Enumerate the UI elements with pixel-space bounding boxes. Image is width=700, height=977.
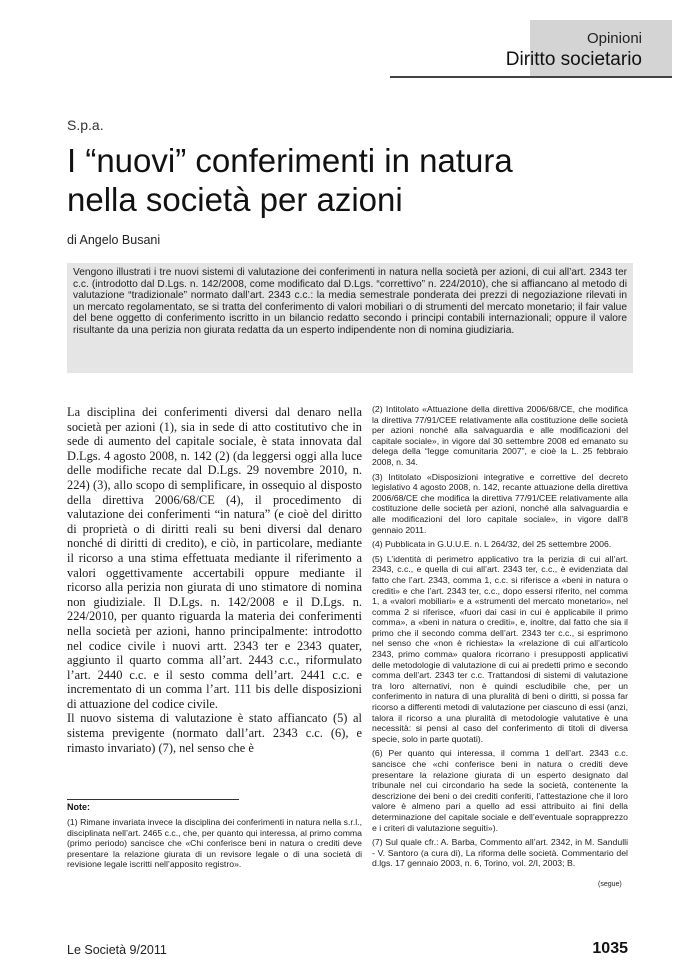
abstract-box — [67, 263, 633, 373]
footnote-5: (5) L’identità di perimetro applicativo tra la perizia di cui all’art. 2343, c.c., e quella di cui all’art. 2343 ter, c.c., è evidenziata dal fatto che l’art. 2343, comma 1, c.c. si riferisce a «beni in natura o crediti» e che l’art. 2343 ter, c.c., dopo essersi riferito, nel comma 1, a «valori mobiliari» e a «strumenti del mercato monetario», nel comma 2 si riferisce, «fuori dai casi in cui è applicabile il primo comma», a «beni in natura o crediti», e, inoltre, dal fatto che sia il primo che il secondo comma dell’art. 2343 ter c.c., si esprimono nel senso che «non è richiesta» la «relazione di cui all’articolo 2343, primo comma» qualora ricorrano i presupposti applicativi delle metodologie di valutazione di cui ai predetti primo e secondo comma dell’art. 2343 ter c.c. Trattandosi di sistemi di valutazione tra loro alternativi, non è quindi escludibile che, per un conferimento in natura di una pluralità di beni o diritti, si possa far ricorso a differenti metodi di valutazione per ciascuno di essi (anzi, talora il ricorso a una pluralità di metodologie valutative è una necessità: si pensi al caso del conferimento di titoli di diversa specie, solo in parte quotati). — [372, 553, 628, 744]
body-paragraph-2: Il nuovo sistema di valutazione è stato affiancato (5) al sistema previgente (normato dall’art. 2343 c.c. (6), e rimasto invariato) (7), nel senso che è — [67, 711, 362, 755]
section-label: Opinioni — [586, 30, 642, 47]
subsection-label: Diritto societario — [505, 49, 642, 70]
abstract-text: Vengono illustrati i tre nuovi sistemi di valutazione dei conferimenti in natura nella società per azioni, di cui all’art. 2343 ter c.c. (introdotto dal D.Lgs. n. 142/2008, come modificato dal D.Lgs. “correttivo” n. 224/2010), che si affiancano al metodo di valutazione “tradizionale” normato dall’art. 2343 c.c.: la media semestrale ponderata dei prezzi di negoziazione rilevati in un mercato regolamentato, se si tratta del conferimento di valori mobiliari o di strumenti del mercato monetario; il fair value del bene oggetto di conferimento iscritto in un bilancio redatto secondo i principi contabili internazionali; oppure il valore risultante da una perizia non giurata redatta da un esperto indipendente non di nomina giudiziaria. — [73, 267, 627, 336]
footnote-6: (6) Per quanto qui interessa, il comma 1 dell’art. 2343 c.c. sancisce che «chi conferisce beni in natura o crediti deve presentare la relazione giurata di un esperto designato dal tribunale nel cui circondario ha sede la società, contenente la descrizione dei beni o dei crediti conferiti, l’attestazione che il loro valore è almeno pari a quello ad essi attribuito ai fini della determinazione del capitale sociale e dell’eventuale soprapprezzo e i criteri di valutazione seguiti»). — [372, 748, 628, 833]
footnote-4: (4) Pubblicata in G.U.U.E. n. L 264/32, del 25 settembre 2006. — [372, 539, 612, 550]
footnote-7: (7) Sul quale cfr.: A. Barba, Commento all’art. 2342, in M. Sandulli - V. Santoro (a cura di), La riforma delle società. Commentario del d.lgs. 17 gennaio 2003, n. 6, Torino, vol. 2/I, 2003; B. — [372, 837, 628, 869]
page-number: 1035 — [592, 940, 628, 957]
footnote-1: (1) Rimane invariata invece la disciplina dei conferimenti in natura nella s.r.l., disciplinata nell’art. 2465 c.c., che, per quanto qui interessa, al primo comma (primo periodo) sancisce che «Chi conferisce beni in natura o crediti deve presentare la relazione giurata di un revisore legale o di una società di revisione legale iscritti nell’apposito registro». — [67, 817, 362, 869]
article-title — [67, 141, 627, 219]
footnotes-column — [372, 404, 628, 873]
article-title-line2: nella società per azioni — [67, 181, 403, 218]
article-author: di Angelo Busani — [67, 233, 161, 247]
article-title-line1: I “nuovi” conferimenti in natura — [67, 142, 513, 179]
body-column — [67, 405, 362, 755]
article-kicker: S.p.a. — [67, 117, 104, 133]
body-paragraph-1: La disciplina dei conferimenti diversi dal denaro nella società per azioni (1), sia in sede di atto costitutivo che in sede di aumento del capitale sociale, è stata innovata dal D.Lgs. 4 agosto 2008, n. 142 (2) (da leggersi oggi alla luce delle modifiche recate dal D.Lgs. 29 novembre 2010, n. 224) (3), allo scopo di semplificare, in ossequio al disposto della direttiva 2006/68/CE (4), il procedimento di valutazione dei conferimenti “in natura” (e cioè del diritto di proprietà o di diritti reali su beni diversi dal denaro nonché di diritti di credito), e ciò, in particolare, mediante il ricorso a una stima effettuata mediante il riferimento a valori oggettivamente accertabili oppure mediante il ricorso alla perizia non giurata di uno stimatore di nomina non giudiziale. Il D.Lgs. n. 142/2008 e il D.Lgs. n. 224/2010, per quanto riguarda la materia dei conferimenti nella società per azioni, hanno principalmente: introdotto nel codice civile i nuovi artt. 2343 ter e 2343 quater, aggiunto il quarto comma all’art. 2443 c.c., riformulato l’art. 2440 c.c. e il sesto comma dell’art. 2441 c.c. e incrementato di un comma l’art. 111 bis delle disposizioni di attuazione del codice civile. — [67, 405, 362, 711]
notes-rule — [67, 799, 239, 800]
footnote-3: (3) Intitolato «Disposizioni integrative e correttive del decreto legislativo 4 agosto 2008, n. 142, recante attuazione della direttiva 2006/68/CE che modifica la direttiva 77/91/CEE relativamente alla costituzione delle società per azioni, nonché alla salvaguardia e alle modificazioni del loro capitale sociale», in vigore dall’8 gennaio 2011. — [372, 471, 628, 535]
header-rule — [390, 76, 672, 78]
footnote-2: (2) Intitolato «Attuazione della direttiva 2006/68/CE, che modifica la direttiva 77/91/CEE relativamente alla costituzione delle società per azioni nonché alla salvaguardia e alle modificazioni del capitale sociale», in vigore dal 30 settembre 2008 ed emanato su delega della “legge comunitaria 2007”, e cioè la L. 25 febbraio 2008, n. 34. — [372, 404, 628, 467]
notes-heading: Note: — [67, 802, 90, 812]
journal-issue: Le Società 9/2011 — [67, 943, 167, 957]
continued-marker: (segue) — [598, 881, 622, 888]
